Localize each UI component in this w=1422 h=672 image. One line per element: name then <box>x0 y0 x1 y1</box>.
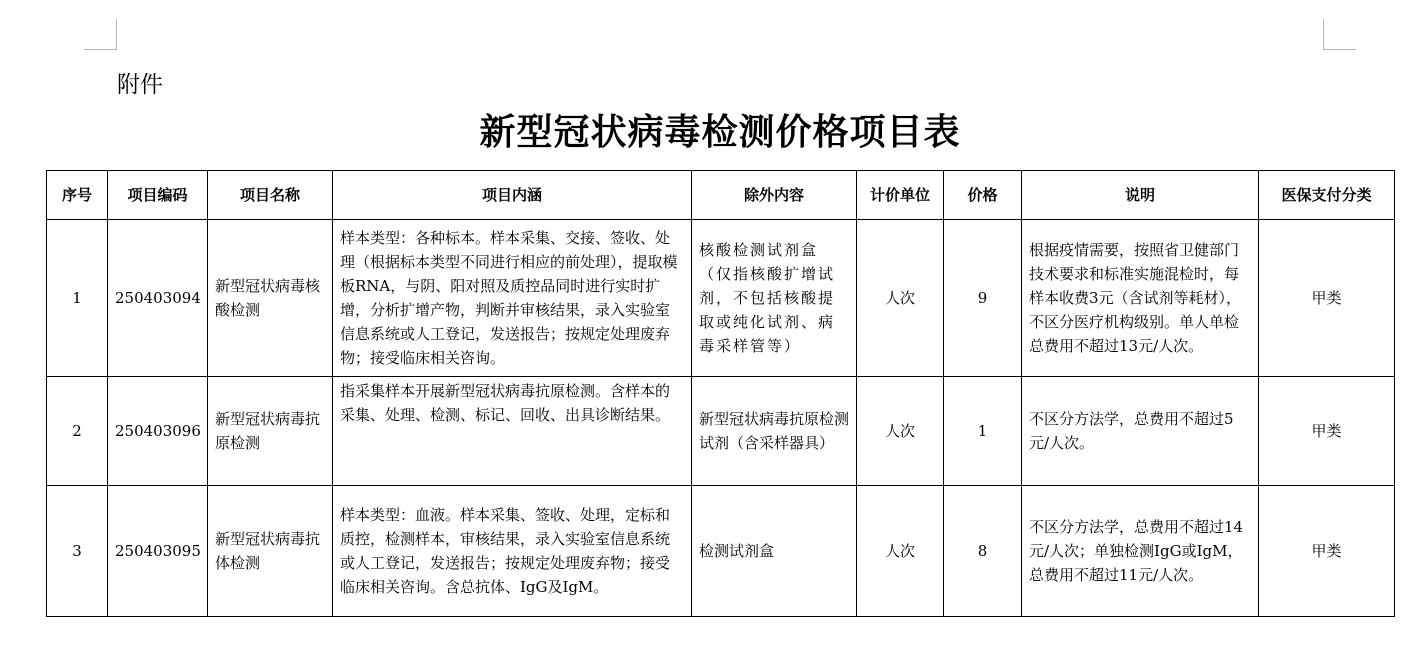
cell-name: 新型冠状病毒抗体检测 <box>208 486 333 617</box>
cell-insurance: 甲类 <box>1259 377 1395 486</box>
header-excluded: 除外内容 <box>692 171 857 220</box>
cell-seq: 2 <box>47 377 108 486</box>
header-code: 项目编码 <box>108 171 208 220</box>
cell-content: 指采集样本开展新型冠状病毒抗原检测。含样本的采集、处理、检测、标记、回收、出具诊断结果。 <box>333 377 692 486</box>
cell-name: 新型冠状病毒核酸检测 <box>208 220 333 377</box>
cell-insurance: 甲类 <box>1259 220 1395 377</box>
table-row <box>47 220 1395 377</box>
table-row <box>47 486 1395 617</box>
header-insurance: 医保支付分类 <box>1259 171 1395 220</box>
cell-price: 1 <box>944 377 1022 486</box>
cell-notes: 不区分方法学，总费用不超过14元/人次；单独检测IgG或IgM，总费用不超过11元/人次。 <box>1022 486 1259 617</box>
header-seq: 序号 <box>47 171 108 220</box>
document-title: 新型冠状病毒检测价格项目表 <box>479 112 961 153</box>
cell-code: 250403096 <box>108 377 208 486</box>
header-notes: 说明 <box>1022 171 1259 220</box>
cell-unit: 人次 <box>857 486 944 617</box>
header-content: 项目内涵 <box>333 171 692 220</box>
cell-seq: 1 <box>47 220 108 377</box>
crop-mark-top-left <box>84 19 117 50</box>
cell-unit: 人次 <box>857 377 944 486</box>
cell-notes: 不区分方法学，总费用不超过5元/人次。 <box>1022 377 1259 486</box>
header-price: 价格 <box>944 171 1022 220</box>
cell-content: 样本类型：血液。样本采集、签收、处理，定标和质控，检测样本，审核结果，录入实验室信息系统或人工登记，发送报告；按规定处理废弃物；接受临床相关咨询。含总抗体、IgG及IgM。 <box>333 486 692 617</box>
attachment-label: 附件 <box>117 72 163 98</box>
cell-excluded: 核酸检测试剂盒（仅指核酸扩增试剂，不包括核酸提取或纯化试剂、病毒采样管等） <box>692 220 857 377</box>
cell-unit: 人次 <box>857 220 944 377</box>
table-header-row <box>47 171 1395 220</box>
cell-excluded: 检测试剂盒 <box>692 486 857 617</box>
cell-name: 新型冠状病毒抗原检测 <box>208 377 333 486</box>
header-unit: 计价单位 <box>857 171 944 220</box>
crop-mark-top-right <box>1323 19 1356 50</box>
table-row <box>47 377 1395 486</box>
cell-price: 9 <box>944 220 1022 377</box>
cell-notes: 根据疫情需要，按照省卫健部门技术要求和标准实施混检时，每样本收费3元（含试剂等耗材），不区分医疗机构级别。单人单检总费用不超过13元/人次。 <box>1022 220 1259 377</box>
cell-code: 250403094 <box>108 220 208 377</box>
cell-excluded: 新型冠状病毒抗原检测试剂（含采样器具） <box>692 377 857 486</box>
cell-insurance: 甲类 <box>1259 486 1395 617</box>
cell-content: 样本类型：各种标本。样本采集、交接、签收、处理（根据标本类型不同进行相应的前处理），提取模板RNA，与阴、阳对照及质控品同时进行实时扩增，分析扩增产物，判断并审核结果，录入实验室信息系统或人工登记，发送报告；按规定处理废弃物；接受临床相关咨询。 <box>333 220 692 377</box>
cell-price: 8 <box>944 486 1022 617</box>
cell-seq: 3 <box>47 486 108 617</box>
cell-code: 250403095 <box>108 486 208 617</box>
header-name: 项目名称 <box>208 171 333 220</box>
price-table <box>46 170 1395 617</box>
